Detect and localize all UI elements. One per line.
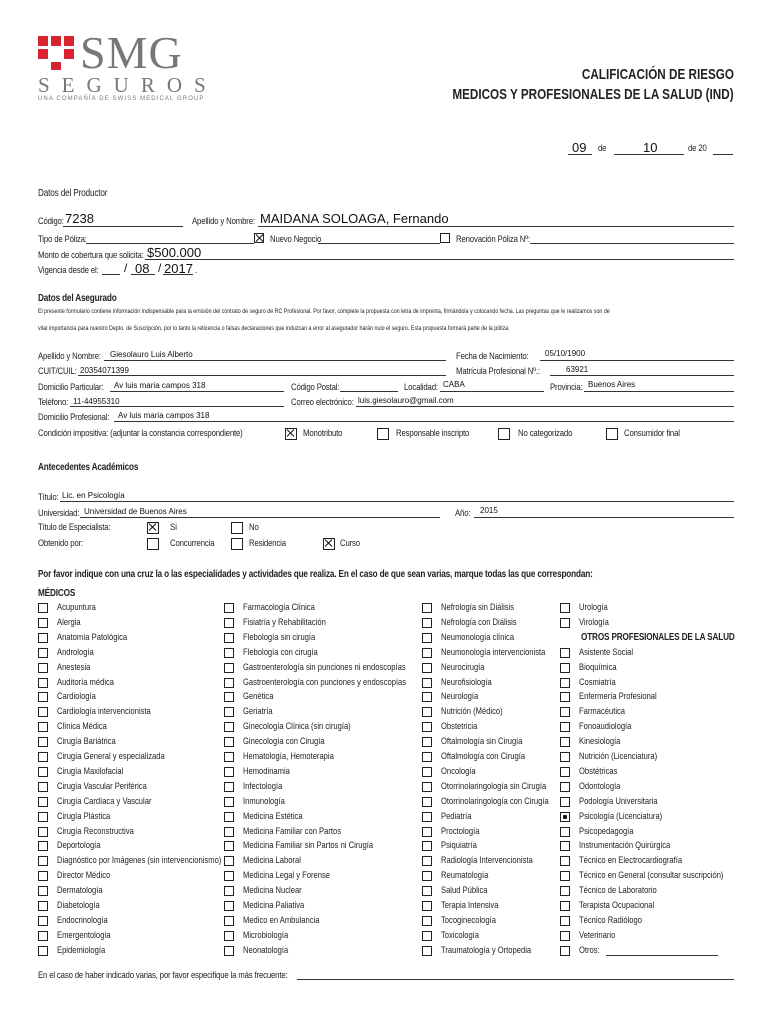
especialidad-checkbox[interactable] [38,812,48,822]
universidad-value: Universidad de Buenos Aires [84,507,187,516]
vigencia-sep-1: / [124,261,128,275]
especialidad-checkbox[interactable] [422,841,432,851]
no-categorizado-checkbox[interactable] [498,428,510,440]
especialidad-checkbox[interactable] [560,663,570,673]
especialidad-label: Emergentología [57,929,111,941]
especialidad-label: Director Médico [57,870,111,882]
especialidad-checkbox[interactable] [560,603,570,613]
tipo-poliza-line[interactable] [86,243,254,244]
especialidad-checkbox[interactable] [422,827,432,837]
apellido-productor-value: MAIDANA SOLOAGA, Fernando [260,211,449,226]
residencia-label: Residencia [249,538,286,549]
especialidad-checkbox[interactable] [560,946,570,956]
especialidad-checkbox[interactable] [38,722,48,732]
codigo-label: Código: [38,216,64,227]
consumidor-final-label: Consumidor final [624,428,680,439]
especialidad-checkbox[interactable] [560,871,570,881]
fecha-nacimiento-label: Fecha de Nacimiento: [456,351,529,362]
especialidad-checkbox[interactable] [224,707,234,717]
especialidad-checkbox[interactable] [224,767,234,777]
especialidad-checkbox[interactable] [560,916,570,926]
especialidad-label: Medicina Laboral [243,855,301,867]
especialidad-label: Cirugía Vascular Periférica [57,780,147,792]
especialidad-checkbox[interactable] [224,692,234,702]
especialidad-checkbox[interactable] [422,946,432,956]
especialidad-checkbox[interactable] [224,603,234,613]
especialidad-checkbox[interactable] [38,737,48,747]
especialidad-label: Neurología [441,691,479,703]
especialidad-checkbox[interactable] [422,618,432,628]
especialista-label: Título de Especialista: [38,522,111,533]
especialidad-checkbox[interactable] [422,722,432,732]
especialidad-checkbox[interactable] [224,841,234,851]
especialidad-label: Nutrición (Licenciatura) [579,751,658,762]
especialidad-checkbox[interactable] [224,886,234,896]
monotributo-checkbox[interactable] [285,428,297,440]
especialidad-label: Gastroenterología con punciones y endoscopías [243,676,407,688]
especialidad-label: Fisiatría y Rehabilitación [243,616,326,628]
especialidad-checkbox[interactable] [560,901,570,911]
especialidad-checkbox[interactable] [560,618,570,628]
especialidad-label: Infectología [243,780,283,792]
especialidad-label: Pediatría [441,810,472,822]
especialista-si-checkbox[interactable] [147,522,159,534]
curso-checkbox[interactable] [323,538,335,550]
especialidad-label: Neurocirugía [441,661,485,673]
especialidad-label: Farmacéutica [579,706,626,718]
especialidad-label: Kinesiología [579,736,621,748]
no-categorizado-label: No categorizado [518,428,573,439]
date-year-line[interactable] [713,154,733,155]
especialidad-label: Neonatología [243,944,289,956]
especialidad-checkbox[interactable] [38,663,48,673]
especialidad-label: Bioquímica [579,661,617,673]
monotributo-label: Monotributo [303,428,343,439]
especialidad-label: Cirugía Plástica [57,810,111,822]
domicilio-profesional-value: Av luis maria campos 318 [118,411,210,420]
titulo-value: Lic. en Psicología [62,491,125,500]
especialidad-checkbox[interactable] [224,618,234,628]
domicilio-label: Domicilio Particular: [38,382,104,393]
codigo-postal-line[interactable] [340,391,398,392]
date-de-1: de [598,143,607,154]
especialidad-checkbox[interactable] [560,931,570,941]
especialidad-label: Flebología con cirugía [243,646,318,658]
especialidad-label: Psiquiatría [441,840,477,852]
especialidad-label: Farmacología Clínica [243,602,315,613]
especialidad-label: Podología Universitaria [579,795,658,807]
especialidad-checkbox[interactable] [422,812,432,822]
form-title-1: CALIFICACIÓN DE RIESGO [581,66,734,83]
tipo-poliza-label: Tipo de Póliza: [38,234,87,245]
especialidad-checkbox[interactable] [560,827,570,837]
especialidad-label: Obstetricia [441,721,478,733]
titulo-label: Título: [38,492,59,503]
especialidad-checkbox[interactable] [224,678,234,688]
especialidad-checkbox[interactable] [224,856,234,866]
especialidad-label: Asistente Social [579,646,634,658]
vigencia-end: . [195,265,198,276]
especialidad-checkbox[interactable] [38,767,48,777]
especialidad-label: Reumatología [441,870,489,882]
email-line[interactable] [356,406,734,407]
especialidad-label: Hemodinamia [243,765,290,777]
especialidad-checkbox[interactable] [38,678,48,688]
especialidad-checkbox[interactable] [560,797,570,807]
email-label: Correo electrónico: [291,397,354,408]
especialidad-label: Gastroenterología sin punciones ni endoscopías [243,661,406,673]
especialidad-label: Psicopedagogía [579,825,634,837]
domicilio-profesional-line[interactable] [114,421,734,422]
consumidor-final-checkbox[interactable] [606,428,618,440]
section-productor: Datos del Productor [38,188,108,199]
especialidad-checkbox[interactable] [560,752,570,762]
especialidad-checkbox[interactable] [224,827,234,837]
provincia-label: Provincia: [550,382,583,393]
especialidad-label: Medicina Paliativa [243,900,305,911]
especialidades-intro: Por favor indique con una cruz la o las especialidades y actividades que realiza. En el caso de que sean varias, marque todas las que correspondan: [38,569,593,580]
especialidad-checkbox[interactable] [422,737,432,747]
especialidad-label: Radiología Intervencionista [441,855,533,867]
especialidad-checkbox[interactable] [422,663,432,673]
especialidad-label: Virología [579,616,609,628]
especialidad-checkbox[interactable] [422,886,432,896]
especialidad-label: Psicología (Licenciatura) [579,810,663,822]
codigo-line[interactable] [63,226,183,227]
especialidad-checkbox[interactable] [560,707,570,717]
especialidad-label: Epidemiología [57,944,106,956]
especialidad-checkbox[interactable] [38,871,48,881]
fecha-nacimiento-value: 05/10/1900 [545,349,586,358]
matricula-value: 63921 [566,365,589,374]
date-day: 09 [572,140,587,155]
especialidad-checkbox[interactable] [224,663,234,673]
especialidad-label: Tocoginecología [441,914,496,926]
especialidad-checkbox[interactable] [224,722,234,732]
medicos-heading: MÉDICOS [38,588,76,599]
titulo-line[interactable] [60,501,734,502]
telefono-label: Teléfono: [38,397,69,408]
especialidad-label: Oncología [441,765,476,777]
especialidad-label: Ginecología Clínica (sin cirugía) [243,721,351,733]
especialidad-label: Medicina Familiar con Partos [243,825,341,837]
renovacion-checkbox[interactable] [440,233,450,243]
condicion-impositiva-label: Condición impositiva: (adjuntar la constancia correspondiente) [38,428,243,439]
codigo-value: 7238 [65,211,94,226]
vigencia-sep-2: / [158,261,162,275]
asegurado-intro-1: El presente formulario contiene información indispensable para la emisión del contrato de seguro de RC Profesional. Por favor, complete la propuesta con letra de imprenta, firmándola y colocando fecha. Las preguntas que le realizamos son de [38,308,610,315]
especialidad-label: Técnico Radiólogo [579,914,642,926]
concurrencia-checkbox[interactable] [147,538,159,550]
especialidad-label: Veterinario [579,929,616,941]
especialidad-checkbox[interactable] [560,841,570,851]
cuit-label: CUIT/CUIL: [38,366,77,377]
telefono-line[interactable] [70,406,284,407]
especialidad-label: Otros: [579,944,600,956]
vigencia-dia-line[interactable] [102,274,120,275]
logo-squares-icon [38,36,76,70]
especialidad-label: Urología [579,602,608,613]
date-month: 10 [643,140,658,155]
especialidad-label: Odontología [579,780,621,792]
especialidad-checkbox[interactable] [422,603,432,613]
especialidad-checkbox[interactable] [224,931,234,941]
vigencia-anio: 2017 [164,261,193,276]
especialidad-label: Microbiología [243,929,289,941]
apellido-productor-line[interactable] [258,226,734,227]
especialidad-label: Traumatología y Ortopedia [441,944,532,956]
domicilio-value: Av luis maria campos 318 [114,381,206,390]
especialidad-checkbox[interactable] [38,782,48,792]
especialidad-label: Nutrición (Médico) [441,706,503,718]
especialidad-label: Medicina Familiar sin Partos ni Cirugía [243,840,374,852]
especialidad-checkbox[interactable] [38,648,48,658]
especialidad-label: Terapia Intensiva [441,900,499,911]
especialidad-label: Nefrología con Diálisis [441,616,517,628]
curso-label: Curso [340,538,360,549]
especialidad-checkbox[interactable] [38,752,48,762]
especialidad-label: Toxicología [441,929,480,941]
especialidad-label: Flebología sin cirugía [243,631,316,643]
tipo-poliza-line-2 [318,243,440,244]
monto-line[interactable] [145,259,734,260]
responsable-inscripto-label: Responsable inscripto [396,428,470,439]
residencia-checkbox[interactable] [231,538,243,550]
especialidad-checkbox[interactable] [560,856,570,866]
provincia-value: Buenos Aires [588,380,636,389]
form-title-2: MEDICOS Y PROFESIONALES DE LA SALUD (IND) [452,86,734,103]
asegurado-apellido-line[interactable] [104,360,446,361]
especialidad-checkbox[interactable] [224,946,234,956]
especialidad-label: Cardiología intervencionista [57,706,151,718]
especialidad-checkbox[interactable] [38,901,48,911]
especialidad-label: Técnico de Laboratorio [579,885,657,897]
otros-line[interactable] [606,955,718,956]
especialidad-label: Alergia [57,616,81,628]
anio-label: Año: [455,508,471,519]
especialidad-label: Neumonología clínica [441,631,515,643]
telefono-value: 11-44955310 [73,397,120,406]
especialidad-label: Oftalmología sin Cirugía [441,736,523,748]
especialidad-label: Anestesia [57,661,91,673]
especialidad-checkbox[interactable] [38,841,48,851]
especialidad-checkbox[interactable] [224,916,234,926]
especialidad-label: Auditoría médica [57,676,115,688]
especialidad-label: Acupuntura [57,602,96,613]
especialidad-checkbox[interactable] [560,782,570,792]
especialidad-checkbox[interactable] [422,633,432,643]
especialidad-label: Cirugía Reconstructiva [57,825,134,837]
especialista-no-checkbox[interactable] [231,522,243,534]
especialidad-checkbox[interactable] [560,886,570,896]
logo-sub: SEGUROS [38,73,218,97]
especialidad-label: Hematología, Hemoterapia [243,751,334,762]
especialidad-label: Geriatría [243,706,273,718]
especialidad-checkbox[interactable] [422,856,432,866]
especialidad-checkbox[interactable] [224,648,234,658]
especialidad-label: Clínica Médica [57,721,107,733]
especialidad-label: Técnico en General (consultar suscripción) [579,870,724,882]
apellido-productor-label: Apellido y Nombre: [192,216,255,227]
especialidad-checkbox[interactable] [38,618,48,628]
frecuente-line[interactable] [297,979,734,980]
especialidad-checkbox[interactable] [224,812,234,822]
especialidad-checkbox[interactable] [422,916,432,926]
especialidad-label: Cosmiatría [579,676,616,688]
logo-text: SMG [80,27,183,78]
especialidad-checkbox[interactable] [38,707,48,717]
especialidad-label: Fonoaudiología [579,721,632,733]
especialidad-checkbox[interactable] [422,931,432,941]
especialidad-checkbox[interactable] [422,871,432,881]
especialidad-checkbox[interactable] [38,931,48,941]
matricula-label: Matrícula Profesional Nº.: [456,366,540,377]
especialidad-label: Endocrinología [57,914,108,926]
especialidad-checkbox[interactable] [224,871,234,881]
especialidad-label: Oftalmología con Cirugía [441,751,526,762]
especialidad-label: Medico en Ambulancia [243,914,320,926]
anio-value: 2015 [480,506,498,515]
nuevo-negocio-label: Nuevo Negocio [270,234,322,245]
email-value: luis.giesolauro@gmail.com [358,396,454,405]
provincia-line[interactable] [584,391,734,392]
fecha-nacimiento-line[interactable] [540,360,734,361]
especialidad-label: Cardiología [57,691,96,703]
especialidad-label: Genética [243,691,274,703]
especialidad-checkbox[interactable] [38,946,48,956]
universidad-line[interactable] [80,517,440,518]
especialidad-label: Otorrinolaringología con Cirugía [441,795,549,807]
especialidad-label: Inmunología [243,795,285,807]
especialidad-label: Medicina Estética [243,810,303,822]
especialidad-checkbox[interactable] [422,767,432,777]
asegurado-intro-2: vital importancia para nuestro Depto. de Suscripción, por lo tanto la reticencia o falsas declaraciones que induzcan a error al asegurador harán nulo el seguro. Esta propuesta formará parte de la póliza. [38,325,510,332]
especialidad-label: Enfermería Profesional [579,691,657,703]
especialidad-label: Obstétricas [579,765,618,777]
section-academicos: Antecedentes Académicos [38,462,139,473]
especialidad-checkbox[interactable] [38,856,48,866]
especialidad-checkbox[interactable] [224,752,234,762]
cuit-line[interactable] [78,375,446,376]
especialidad-label: Deportología [57,840,101,852]
especialidad-label: Neurofisiología [441,676,492,688]
especialidad-label: Ginecología con Cirugía [243,736,325,748]
especialidad-checkbox[interactable] [422,782,432,792]
especialidad-checkbox[interactable] [422,678,432,688]
especialista-no-label: No [249,522,259,533]
especialidad-label: Anatomía Patológica [57,631,128,643]
cuit-value: 20354071399 [80,366,129,375]
especialidad-checkbox[interactable] [560,737,570,747]
especialidad-checkbox[interactable] [560,767,570,777]
especialidad-checkbox[interactable] [38,603,48,613]
especialidad-checkbox[interactable] [560,812,570,822]
localidad-value: CABA [443,380,465,389]
especialidad-checkbox[interactable] [224,633,234,643]
vigencia-mes: 08 [135,261,150,276]
anio-line[interactable] [474,517,734,518]
monto-value: $500.000 [147,245,202,260]
frecuente-label: En el caso de haber indicado varias, por favor especifique la más frecuente: [38,970,288,981]
especialidad-label: Dermatología [57,885,103,897]
otros-profesionales-heading: OTROS PROFESIONALES DE LA SALUD [581,631,735,643]
especialidad-checkbox[interactable] [422,707,432,717]
vigencia-label: Vigencia desde el: [38,265,99,276]
especialidad-checkbox[interactable] [224,901,234,911]
matricula-line[interactable] [550,375,734,376]
obtenido-label: Obtenido por: [38,538,84,549]
especialidad-label: Proctología [441,825,480,837]
especialidad-checkbox[interactable] [422,797,432,807]
especialidad-checkbox[interactable] [38,633,48,643]
especialidad-label: Cirugía Bariátrica [57,736,116,748]
especialidad-checkbox[interactable] [560,722,570,732]
especialidad-checkbox[interactable] [38,827,48,837]
date-de-20: de 20 [688,143,707,154]
especialista-si-label: Sí [170,522,178,533]
universidad-label: Universidad: [38,508,80,519]
especialidad-checkbox[interactable] [224,737,234,747]
especialidad-checkbox[interactable] [422,901,432,911]
logo-tagline: UNA COMPAÑÍA DE SWISS MEDICAL GROUP [38,96,205,102]
especialidad-checkbox[interactable] [38,797,48,807]
renovacion-label: Renovación Póliza Nº: [456,234,530,245]
especialidad-label: Otorrinolaringología sin Cirugía [441,780,547,792]
asegurado-apellido-label: Apellido y Nombre: [38,351,101,362]
especialidad-checkbox[interactable] [422,692,432,702]
especialidad-label: Medicina Nuclear [243,885,302,897]
domicilio-line[interactable] [110,391,284,392]
concurrencia-label: Concurrencia [170,538,215,549]
especialidad-checkbox[interactable] [560,692,570,702]
especialidad-checkbox[interactable] [560,678,570,688]
responsable-inscripto-checkbox[interactable] [377,428,389,440]
especialidad-checkbox[interactable] [38,916,48,926]
especialidad-label: Cirugía General y especializada [57,751,165,762]
especialidad-label: Técnico en Electrocardiografía [579,855,683,867]
especialidad-checkbox[interactable] [224,797,234,807]
especialidad-label: Diagnóstico por Imágenes (sin intervencionismo) [57,855,222,867]
monto-label: Monto de cobertura que solicita: [38,250,144,261]
especialidad-label: Terapista Ocupacional [579,900,655,911]
especialidad-label: Neumonología intervencionista [441,646,546,658]
domicilio-profesional-label: Domicilio Profesional: [38,412,110,423]
codigo-postal-label: Código Postal: [291,382,340,393]
especialidad-checkbox[interactable] [38,886,48,896]
nuevo-negocio-checkbox[interactable] [254,233,264,243]
especialidad-checkbox[interactable] [560,648,570,658]
especialidad-label: Diabetología [57,900,100,911]
especialidad-label: Cirugía Maxilofacial [57,765,124,777]
especialidad-checkbox[interactable] [38,692,48,702]
especialidad-checkbox[interactable] [422,752,432,762]
especialidad-label: Medicina Legal y Forense [243,870,331,882]
especialidad-label: Cirugía Cardíaca y Vascular [57,795,152,807]
localidad-label: Localidad: [404,382,438,393]
especialidad-label: Andrología [57,646,94,658]
localidad-line[interactable] [440,391,544,392]
especialidad-checkbox[interactable] [224,782,234,792]
especialidad-label: Instrumentación Quirúrgica [579,840,671,852]
especialidad-label: Salud Pública [441,885,488,897]
renovacion-line[interactable] [530,243,734,244]
asegurado-apellido-value: Giesolauro Luis Alberto [110,350,193,359]
section-asegurado: Datos del Asegurado [38,293,117,304]
especialidad-label: Nefrología sin Diálisis [441,602,515,613]
especialidad-checkbox[interactable] [422,648,432,658]
